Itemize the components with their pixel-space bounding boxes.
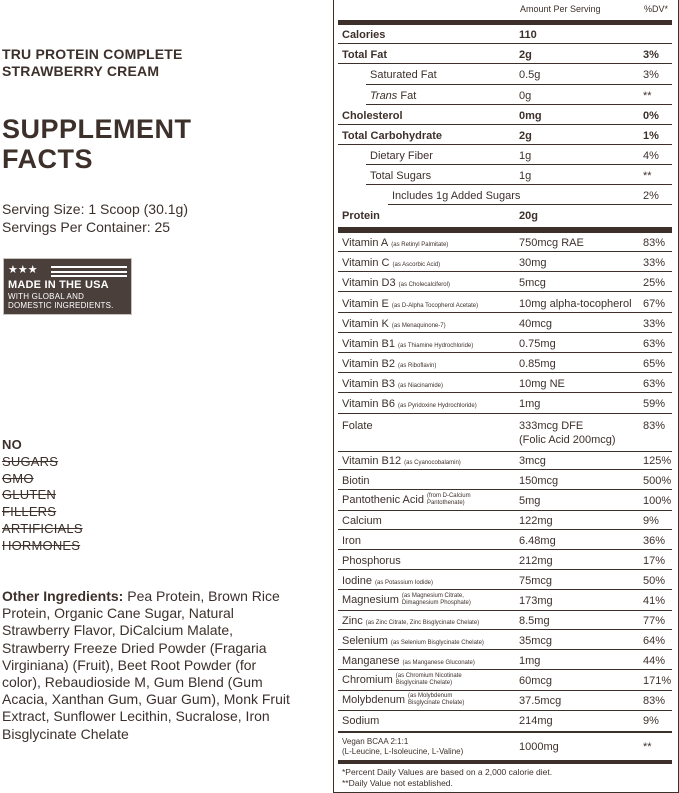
nutrient-amount-value: 37.5mcg bbox=[519, 695, 562, 707]
nutrient-daily-value: 4% bbox=[643, 150, 659, 162]
nutrient-row bbox=[338, 49, 672, 62]
serving-size: Serving Size: 1 Scoop (30.1g) bbox=[2, 201, 188, 217]
nutrient-amount-value: 2g bbox=[519, 49, 532, 61]
nutrient-amount-value: 10mg NE bbox=[519, 378, 565, 390]
nutrient-amount-value: 2g bbox=[519, 130, 532, 142]
nutrient-amount-value: 60mcg bbox=[519, 675, 553, 687]
page-title-line2: FACTS bbox=[2, 144, 94, 174]
nutrient-daily-value: 100% bbox=[643, 495, 672, 507]
footnote-not-established: **Daily Value not established. bbox=[342, 778, 453, 788]
nutrient-amount-value: 1g bbox=[519, 150, 532, 162]
nutrient-name-text: Magnesium bbox=[342, 593, 399, 606]
nutrient-name-text: Manganese bbox=[342, 655, 400, 667]
nutrient-amount-value: 40mcg bbox=[519, 318, 553, 330]
nutrient-daily-value: 33% bbox=[643, 318, 666, 330]
nutrient-name-text: Zinc bbox=[342, 615, 363, 627]
nutrient-name bbox=[342, 535, 361, 548]
free-from-title: NO bbox=[2, 437, 22, 452]
nutrient-source: (as Retinyl Palmitate) bbox=[391, 242, 449, 248]
row-separator bbox=[366, 164, 672, 165]
nutrient-name bbox=[370, 150, 433, 163]
nutrient-name bbox=[342, 49, 387, 62]
nutrient-name bbox=[342, 493, 471, 507]
nutrient-amount bbox=[519, 378, 565, 391]
nutrient-row bbox=[338, 693, 672, 709]
footnotes bbox=[342, 767, 552, 789]
nutrient-daily-value: 44% bbox=[643, 655, 666, 667]
nutrient-amount bbox=[519, 420, 616, 447]
nutrient-name bbox=[342, 358, 436, 373]
nutrient-daily-value: 67% bbox=[643, 298, 666, 310]
row-separator bbox=[338, 731, 672, 733]
nutrient-row bbox=[338, 298, 672, 311]
nutrient-amount-value: 30mg bbox=[519, 257, 547, 269]
nutrient-amount-value: 1000mg bbox=[519, 741, 559, 753]
nutrient-name bbox=[342, 737, 463, 757]
daily-value-header: %DV* bbox=[644, 4, 669, 14]
nutrient-amount bbox=[519, 615, 550, 628]
nutrient-name bbox=[342, 110, 403, 123]
nutrient-row bbox=[338, 69, 672, 82]
nutrient-row bbox=[338, 150, 672, 163]
row-separator bbox=[338, 413, 672, 414]
nutrient-source-line2: Pantothenate) bbox=[426, 500, 465, 506]
nutrient-amount bbox=[519, 475, 558, 488]
nutrient-daily-value: 63% bbox=[643, 338, 666, 350]
nutrient-amount bbox=[519, 69, 540, 82]
nutrient-row bbox=[338, 29, 672, 42]
nutrient-amount-value: 110 bbox=[519, 29, 537, 41]
nutrient-amount bbox=[519, 555, 553, 568]
badge-sub-text-2: DOMESTIC INGREDIENTS. bbox=[8, 301, 114, 310]
nutrient-amount bbox=[519, 455, 546, 468]
nutrient-source bbox=[408, 693, 464, 707]
nutrient-source: (as Manganese Gluconate) bbox=[402, 660, 475, 666]
nutrient-amount bbox=[519, 257, 547, 270]
nutrient-source-line1: (as Magnesium Citrate, bbox=[401, 593, 464, 599]
nutrient-name-text: Vitamin B12 bbox=[342, 455, 402, 467]
nutrient-row bbox=[338, 110, 672, 123]
nutrient-amount bbox=[519, 150, 531, 163]
nutrient-amount-value: 122mg bbox=[519, 515, 553, 527]
nutrient-name-text: Total Fat bbox=[342, 49, 388, 61]
nutrient-source: (as Riboflavin) bbox=[398, 363, 437, 369]
nutrient-daily-value: 83% bbox=[643, 237, 666, 249]
nutrient-daily-value: 171% bbox=[643, 675, 672, 687]
nutrient-amount-value: 173mg bbox=[519, 595, 553, 607]
nutrient-amount-value: 0.75mg bbox=[519, 338, 556, 350]
flag-icon bbox=[8, 263, 127, 279]
nutrient-daily-value: 50% bbox=[643, 575, 666, 587]
product-name-line1: TRU PROTEIN COMPLETE bbox=[2, 46, 183, 62]
nutrient-name-text: Folate bbox=[342, 420, 373, 432]
nutrient-daily-value: 17% bbox=[643, 555, 666, 567]
servings-per-container: Servings Per Container: 25 bbox=[2, 219, 171, 235]
nutrient-name-text: Trans bbox=[370, 90, 398, 102]
free-from-item: GMO bbox=[2, 470, 34, 486]
nutrient-row bbox=[338, 358, 672, 371]
nutrient-name bbox=[342, 257, 440, 272]
product-name bbox=[2, 46, 183, 80]
nutrient-amount-detail: (Folic Acid 200mcg) bbox=[519, 434, 616, 446]
nutrient-amount bbox=[519, 595, 553, 608]
row-separator bbox=[338, 549, 672, 550]
nutrient-amount bbox=[519, 110, 542, 123]
nutrient-source: (as Ascorbic Acid) bbox=[392, 262, 441, 268]
row-separator bbox=[338, 510, 672, 511]
nutrient-daily-value: ** bbox=[643, 741, 652, 753]
nutrient-amount bbox=[519, 575, 552, 588]
nutrient-row bbox=[338, 515, 672, 528]
nutrient-amount bbox=[519, 358, 556, 371]
free-from-item: HORMONES bbox=[2, 537, 81, 553]
nutrient-source bbox=[396, 673, 462, 687]
nutrient-name-text: Biotin bbox=[342, 475, 370, 487]
page-title-line1: SUPPLEMENT bbox=[2, 114, 192, 144]
nutrient-name-text: Protein bbox=[342, 210, 380, 222]
nutrient-row bbox=[338, 210, 672, 223]
nutrient-name-text: Includes 1g Added Sugars bbox=[392, 190, 521, 202]
row-separator bbox=[366, 84, 672, 85]
nutrient-source bbox=[402, 593, 471, 607]
nutrient-daily-value: 1% bbox=[643, 130, 659, 142]
nutrient-name-text: Vitamin B6 bbox=[342, 398, 395, 410]
nutrient-name bbox=[342, 555, 401, 568]
ingredients-label: Other Ingredients: bbox=[2, 588, 124, 604]
nutrient-row bbox=[338, 493, 672, 509]
nutrient-row bbox=[338, 715, 672, 728]
nutrient-name-text: Total Sugars bbox=[370, 170, 432, 182]
nutrient-source: (as Menaquinone-7) bbox=[391, 323, 446, 329]
nutrient-name-text: Vitamin E bbox=[342, 298, 389, 310]
nutrient-row bbox=[338, 615, 672, 628]
nutrient-row bbox=[338, 535, 672, 548]
nutrient-name bbox=[342, 693, 464, 707]
nutrient-amount-value: 5mcg bbox=[519, 277, 546, 289]
row-separator bbox=[338, 529, 672, 530]
nutrient-name bbox=[342, 615, 479, 630]
row-separator bbox=[338, 690, 672, 691]
nutrient-row bbox=[338, 190, 672, 203]
nutrient-name bbox=[342, 210, 380, 223]
nutrient-amount-value: 20g bbox=[519, 210, 538, 222]
nutrient-amount bbox=[519, 398, 540, 411]
nutrient-name-text: Vitamin B3 bbox=[342, 378, 395, 390]
nutrient-source: (as Pyridoxine Hydrochloride) bbox=[398, 403, 477, 409]
nutrient-row bbox=[338, 90, 672, 103]
nutrient-daily-value: 83% bbox=[643, 420, 666, 432]
nutrient-source: (as Selenium Bisglycinate Chelate) bbox=[390, 640, 484, 646]
nutrient-source: (as Cyanocobalamin) bbox=[404, 460, 461, 466]
nutrient-amount bbox=[519, 515, 553, 528]
nutrient-amount bbox=[519, 495, 540, 508]
nutrient-name bbox=[342, 29, 385, 42]
nutrient-name-text: Vitamin D3 bbox=[342, 277, 396, 289]
stripes-icon bbox=[51, 266, 127, 277]
nutrient-source: (as Zinc Citrate, Zinc Bisglycinate Chelate) bbox=[365, 620, 480, 626]
nutrient-amount-value: 0g bbox=[519, 90, 532, 102]
nutrient-row bbox=[338, 555, 672, 568]
nutrient-amount-value: 8.5mg bbox=[519, 615, 550, 627]
made-in-usa-badge bbox=[3, 258, 132, 315]
nutrient-name bbox=[342, 277, 450, 292]
badge-main-text: MADE IN THE USA bbox=[8, 279, 109, 291]
nutrient-daily-value: 36% bbox=[643, 535, 666, 547]
nutrient-source: (as Cholecalciferol) bbox=[398, 282, 450, 288]
nutrient-amount-value: 333mcg DFE bbox=[519, 420, 584, 432]
free-from-item: ARTIFICIALS bbox=[2, 520, 83, 536]
free-from-item: GLUTEN bbox=[2, 487, 56, 503]
nutrient-name-text: Calories bbox=[342, 29, 386, 41]
nutrient-row bbox=[338, 398, 672, 411]
nutrient-row bbox=[338, 593, 672, 609]
nutrient-name bbox=[342, 455, 461, 470]
nutrient-daily-value: 33% bbox=[643, 257, 666, 269]
nutrient-source-line1: (as Molybdenum bbox=[407, 693, 453, 699]
nutrient-source: (as D-Alpha Tocopherol Acetate) bbox=[391, 303, 479, 309]
footnote-dv: *Percent Daily Values are based on a 2,000 calorie diet. bbox=[342, 767, 553, 777]
nutrient-amount bbox=[519, 655, 540, 668]
nutrient-daily-value: 3% bbox=[643, 49, 659, 61]
nutrient-row bbox=[338, 277, 672, 290]
nutrient-name-suffix: Fat bbox=[397, 90, 417, 102]
row-separator bbox=[338, 63, 672, 64]
panel-header bbox=[338, 4, 678, 20]
nutrient-name-text: Sodium bbox=[342, 715, 380, 727]
nutrient-source bbox=[427, 493, 471, 507]
nutrient-name-text: Chromium bbox=[342, 673, 393, 686]
nutrient-name bbox=[342, 298, 478, 313]
nutrient-daily-value: 83% bbox=[643, 695, 666, 707]
nutrient-name bbox=[370, 69, 437, 82]
nutrient-row bbox=[338, 257, 672, 270]
nutrient-name-text: Total Carbohydrate bbox=[342, 130, 443, 142]
nutrient-daily-value: 125% bbox=[643, 455, 672, 467]
nutrient-name bbox=[342, 130, 442, 143]
thick-rule bbox=[338, 20, 672, 25]
nutrient-name bbox=[342, 398, 477, 413]
serving-info bbox=[2, 200, 188, 236]
nutrient-name-text: Vitamin B2 bbox=[342, 358, 395, 370]
nutrient-row bbox=[338, 673, 672, 689]
nutrient-amount-value: 0.85mg bbox=[519, 358, 556, 370]
nutrient-name bbox=[342, 338, 473, 353]
nutrient-name bbox=[342, 715, 379, 728]
row-separator bbox=[338, 610, 672, 611]
nutrient-name-text: Cholesterol bbox=[342, 110, 403, 122]
nutrient-name bbox=[342, 420, 373, 433]
nutrient-daily-value: 2% bbox=[643, 190, 659, 202]
nutrient-name bbox=[370, 90, 416, 103]
row-separator bbox=[338, 451, 672, 452]
nutrient-daily-value: 64% bbox=[643, 635, 666, 647]
left-column bbox=[2, 0, 322, 793]
nutrient-amount-value: 10mg alpha-tocopherol bbox=[519, 298, 632, 310]
nutrient-name-text: Saturated Fat bbox=[370, 69, 437, 81]
nutrient-amount bbox=[519, 170, 531, 183]
nutrient-daily-value: ** bbox=[643, 170, 652, 182]
free-from-item: SUGARS bbox=[2, 453, 59, 469]
nutrient-amount-value: 150mcg bbox=[519, 475, 559, 487]
product-name-line2: STRAWBERRY CREAM bbox=[2, 63, 160, 79]
thick-rule bbox=[338, 760, 672, 764]
nutrient-source: (as Potassium Iodide) bbox=[374, 580, 434, 586]
nutrient-row bbox=[338, 635, 672, 648]
nutrient-name bbox=[342, 318, 446, 333]
nutrient-name bbox=[342, 673, 462, 687]
nutrient-name-detail: (L-Leucine, L-Isoleucine, L-Valine) bbox=[342, 747, 464, 756]
nutrient-amount-value: 3mcg bbox=[519, 455, 546, 467]
nutrient-name-text: Vitamin A bbox=[342, 237, 389, 249]
nutrient-row bbox=[338, 420, 672, 450]
nutrient-amount-value: 5mg bbox=[519, 495, 541, 507]
supplement-facts-panel bbox=[333, 0, 679, 793]
nutrient-name bbox=[370, 170, 431, 183]
nutrient-amount bbox=[519, 130, 532, 143]
row-separator bbox=[338, 489, 672, 490]
nutrient-amount bbox=[519, 298, 632, 311]
nutrient-name-text: Vitamin K bbox=[342, 318, 389, 330]
nutrient-name bbox=[342, 378, 443, 393]
nutrient-source-line2: Dimagnesium Phosphate) bbox=[401, 600, 471, 606]
nutrient-amount-value: 0mg bbox=[519, 110, 542, 122]
nutrient-name bbox=[342, 475, 370, 488]
nutrient-daily-value: 25% bbox=[643, 277, 666, 289]
nutrient-row bbox=[338, 237, 672, 250]
nutrient-amount bbox=[519, 535, 556, 548]
nutrient-name bbox=[342, 655, 475, 670]
nutrient-name-text: Phosphorus bbox=[342, 555, 401, 567]
free-from-list bbox=[2, 437, 83, 555]
nutrient-amount bbox=[519, 338, 556, 351]
nutrient-amount-value: 0.5g bbox=[519, 69, 541, 81]
nutrient-daily-value: 500% bbox=[643, 475, 672, 487]
nutrient-amount-value: 1mg bbox=[519, 398, 541, 410]
nutrient-daily-value: 9% bbox=[643, 515, 659, 527]
nutrient-amount bbox=[519, 90, 531, 103]
nutrient-daily-value: 9% bbox=[643, 715, 659, 727]
nutrient-daily-value: 77% bbox=[643, 615, 666, 627]
nutrient-amount bbox=[519, 318, 552, 331]
nutrient-name-text: Calcium bbox=[342, 515, 382, 527]
nutrient-row bbox=[338, 338, 672, 351]
nutrient-name-text: Pantothenic Acid bbox=[342, 493, 424, 506]
nutrient-amount-value: 750mcg RAE bbox=[519, 237, 584, 249]
nutrient-name-text: Vitamin B1 bbox=[342, 338, 395, 350]
page-title bbox=[2, 114, 192, 174]
nutrient-amount-value: 1mg bbox=[519, 655, 541, 667]
nutrient-amount-value: 212mg bbox=[519, 555, 553, 567]
nutrient-daily-value: 59% bbox=[643, 398, 666, 410]
nutrient-source-line1: (from D-Calcium bbox=[426, 493, 471, 499]
nutrient-amount bbox=[519, 210, 538, 223]
nutrient-name-text: Iron bbox=[342, 535, 361, 547]
nutrient-amount bbox=[519, 675, 552, 688]
nutrient-daily-value: 63% bbox=[643, 378, 666, 390]
nutrient-row bbox=[338, 655, 672, 668]
nutrient-amount bbox=[519, 715, 553, 728]
row-separator bbox=[338, 43, 672, 44]
nutrient-row bbox=[338, 575, 672, 588]
nutrient-amount bbox=[519, 277, 546, 290]
nutrient-amount bbox=[519, 237, 584, 250]
nutrient-name-text: Molybdenum bbox=[342, 693, 405, 706]
nutrient-name bbox=[342, 635, 484, 650]
nutrient-name-text: Vegan BCAA 2:1:1 bbox=[342, 737, 409, 746]
amount-per-serving-header: Amount Per Serving bbox=[520, 4, 601, 14]
ingredients-text: Pea Protein, Brown Rice Protein, Organic Cane Sugar, Natural Strawberry Flavor, DiCalcium Malate, Strawberry Freeze Dried Powder (Fragaria Virginiana) (Fruit), Beet Root Powder (for color), Rebaudioside M, Gum Blend (Gum Acacia, Xanthan Gum, Guar Gum), Monk Fruit Extract, Sunflower Lecithin, Sucralose, Iron Bisglycinate Chelate bbox=[2, 588, 290, 742]
nutrient-row bbox=[338, 737, 672, 759]
row-separator bbox=[366, 104, 672, 105]
nutrient-row bbox=[338, 475, 672, 488]
nutrient-amount-value: 1g bbox=[519, 170, 532, 182]
nutrient-name-text: Dietary Fiber bbox=[370, 150, 433, 162]
nutrient-name bbox=[342, 237, 448, 252]
nutrient-row bbox=[338, 455, 672, 468]
nutrient-row bbox=[338, 130, 672, 143]
row-separator bbox=[388, 204, 672, 205]
nutrient-name bbox=[342, 575, 433, 590]
row-separator bbox=[338, 710, 672, 711]
nutrient-name bbox=[392, 190, 520, 203]
nutrient-daily-value: ** bbox=[643, 90, 652, 102]
nutrient-row bbox=[338, 378, 672, 391]
nutrient-daily-value: 41% bbox=[643, 595, 666, 607]
nutrient-amount bbox=[519, 49, 532, 62]
nutrient-source-line2: Bisglycinate Chelate) bbox=[395, 680, 453, 686]
row-separator bbox=[366, 184, 672, 185]
row-separator bbox=[338, 569, 672, 570]
nutrient-name-text: Vitamin C bbox=[342, 257, 390, 269]
nutrient-daily-value: 0% bbox=[643, 110, 659, 122]
row-separator bbox=[338, 144, 672, 145]
nutrient-row bbox=[338, 170, 672, 183]
stars-icon: ★★★ bbox=[8, 264, 38, 276]
nutrient-amount bbox=[519, 29, 537, 42]
nutrient-daily-value: 3% bbox=[643, 69, 659, 81]
nutrient-name bbox=[342, 515, 382, 528]
badge-sub-text-1: WITH GLOBAL AND bbox=[8, 292, 85, 301]
free-from-item: FILLERS bbox=[2, 504, 57, 520]
nutrient-name-text: Iodine bbox=[342, 575, 372, 587]
nutrient-name-text: Selenium bbox=[342, 635, 388, 647]
nutrient-daily-value: 65% bbox=[643, 358, 666, 370]
nutrient-source: (as Thiamine Hydrochloride) bbox=[398, 343, 474, 349]
row-separator bbox=[338, 231, 672, 233]
nutrient-amount bbox=[519, 695, 561, 708]
nutrient-amount bbox=[519, 635, 552, 648]
nutrient-amount-value: 75mcg bbox=[519, 575, 553, 587]
nutrient-name bbox=[342, 593, 471, 607]
nutrient-source-line2: Bisglycinate Chelate) bbox=[407, 700, 465, 706]
nutrient-source-line1: (as Chromium Nicotinate bbox=[395, 673, 462, 679]
nutrient-amount-value: 6.48mg bbox=[519, 535, 556, 547]
nutrient-row bbox=[338, 318, 672, 331]
nutrient-source: (as Niacinamide) bbox=[398, 383, 444, 389]
nutrient-amount bbox=[519, 741, 559, 754]
nutrient-amount-value: 35mcg bbox=[519, 635, 553, 647]
row-separator bbox=[338, 124, 672, 125]
other-ingredients bbox=[2, 588, 292, 743]
nutrient-amount-value: 214mg bbox=[519, 715, 553, 727]
